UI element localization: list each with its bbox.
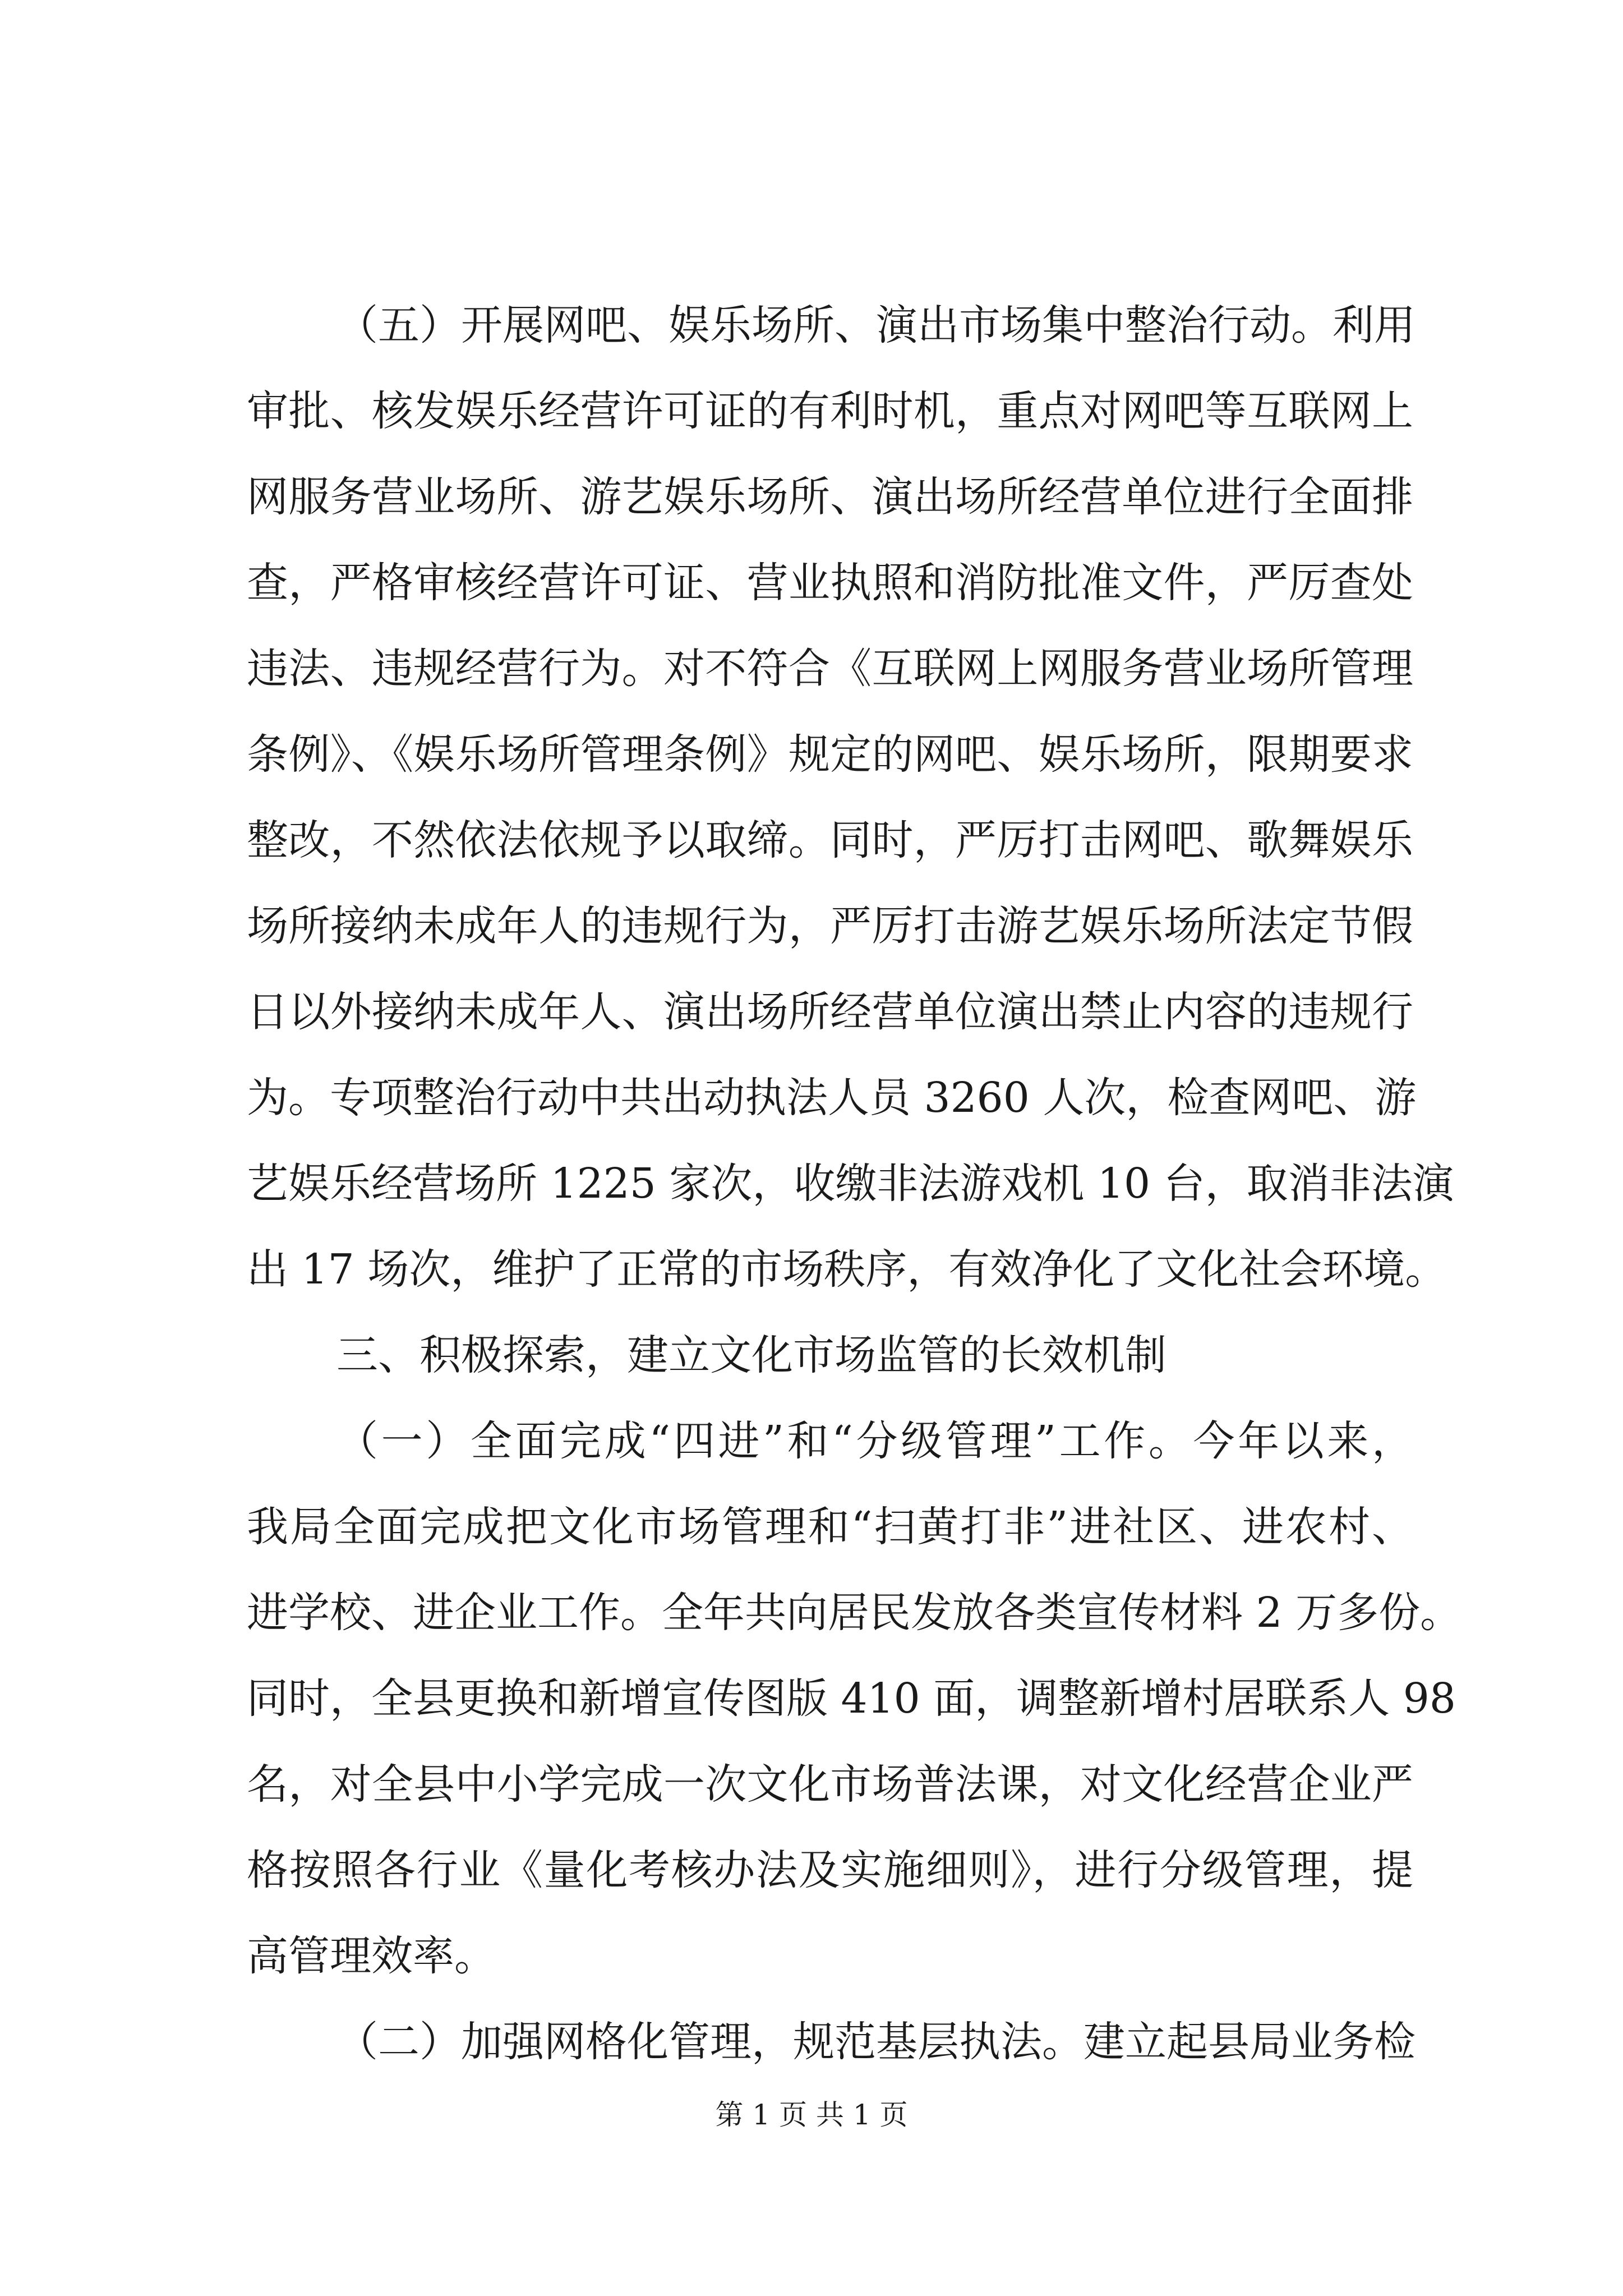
paragraph-line: 进学校、进企业工作。全年共向居民发放各类宣传材料 2 万多份。 (247, 1589, 1462, 1637)
paragraph-line: 名，对全县中小学完成一次文化市场普法课，对文化经营企业严 (247, 1760, 1413, 1809)
paragraph-line: （五）开展网吧、娱乐场所、演出市场集中整治行动。利用 (336, 301, 1415, 349)
paragraph-line: 整改，不然依法依规予以取缔。同时，严厉打击网吧、歌舞娱乐 (247, 816, 1413, 864)
paragraph-line: 查，严格审核经营许可证、营业执照和消防批准文件，严厉查处 (247, 559, 1413, 607)
section-heading: 三、积极探索，建立文化市场监管的长效机制 (336, 1331, 1166, 1379)
paragraph-line: 场所接纳未成年人的违规行为，严厉打击游艺娱乐场所法定节假 (247, 902, 1413, 950)
paragraph-line: 出 17 场次，维护了正常的市场秩序，有效净化了文化社会环境。 (247, 1245, 1447, 1294)
paragraph-line: 日以外接纳未成年人、演出场所经营单位演出禁止内容的违规行 (247, 988, 1413, 1036)
paragraph-line: 艺娱乐经营场所 1225 家次，收缴非法游戏机 10 台，取消非法演 (247, 1159, 1454, 1208)
paragraph-line: （二）加强网格化管理，规范基层执法。建立起县局业务检 (336, 2018, 1415, 2066)
paragraph-line: 同时，全县更换和新增宣传图版 410 面，调整新增村居联系人 98 (247, 1674, 1456, 1723)
paragraph-line: 审批、核发娱乐经营许可证的有利时机，重点对网吧等互联网上 (247, 387, 1413, 435)
paragraph-line: 网服务营业场所、游艺娱乐场所、演出场所经营单位进行全面排 (247, 473, 1413, 521)
paragraph-line: 条例》、《娱乐场所管理条例》规定的网吧、娱乐场所，限期要求 (247, 730, 1413, 779)
paragraph-line: 为。专项整治行动中共出动执法人员 3260 人次，检查网吧、游 (247, 1074, 1417, 1122)
paragraph-line: 高管理效率。 (247, 1932, 496, 1980)
paragraph-line: 格按照各行业《量化考核办法及实施细则》，进行分级管理，提 (247, 1846, 1413, 1894)
paragraph-line: 违法、违规经营行为。对不符合《互联网上网服务营业场所管理 (247, 645, 1413, 693)
paragraph-line: 我局全面完成把文化市场管理和“扫黄打非”进社区、进农村、 (247, 1503, 1413, 1551)
paragraph-line: （一）全面完成“四进”和“分级管理”工作。今年以来， (336, 1417, 1413, 1465)
page-footer: 第 1 页 共 1 页 (715, 2099, 908, 2131)
